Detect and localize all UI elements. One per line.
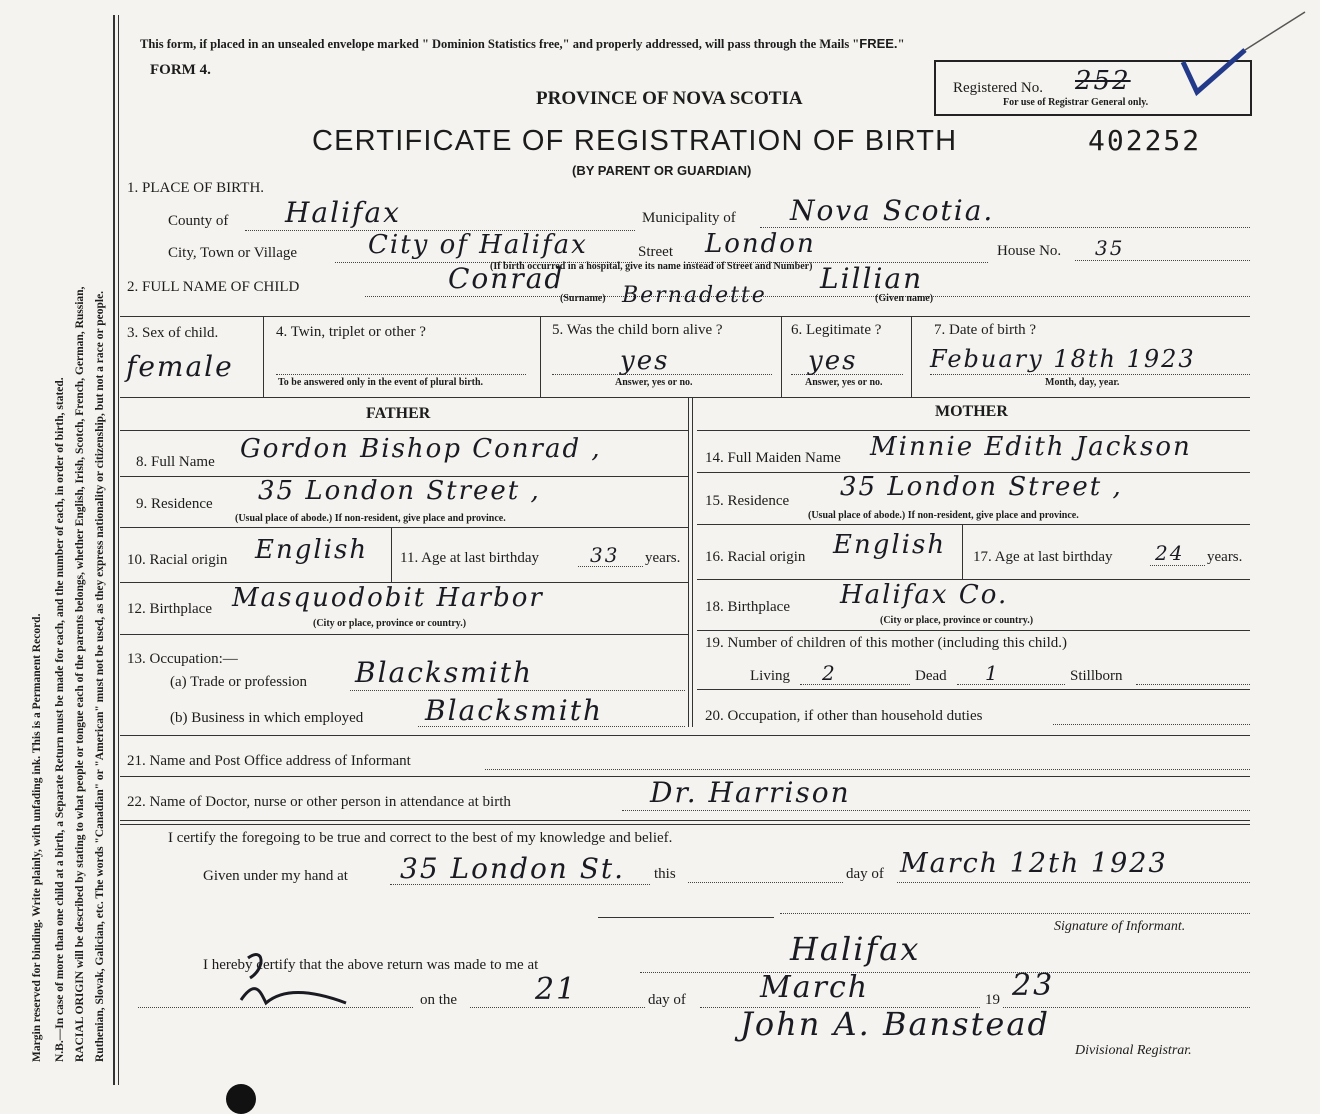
legitimate-caption: Answer, yes or no. xyxy=(805,377,883,388)
certify-statement: I certify the foregoing to be true and correct to the best of my knowledge and belief. xyxy=(168,830,673,846)
child-name-label: 2. FULL NAME OF CHILD xyxy=(127,279,300,295)
registered-number: 252 xyxy=(1075,66,1131,96)
father-years-label: years. xyxy=(645,550,681,566)
father-occupation-label: 13. Occupation:— xyxy=(127,651,238,667)
father-racial-value: English xyxy=(255,535,369,565)
certificate-subtitle: (BY PARENT OR GUARDIAN) xyxy=(572,163,752,178)
given-date-value: March 12th 1923 xyxy=(900,848,1168,879)
row3-divider-1 xyxy=(263,316,264,397)
informant-label: 21. Name and Post Office address of Informant xyxy=(127,753,411,769)
doctor-label: 22. Name of Doctor, nurse or other person in attendance at birth xyxy=(127,794,511,810)
municipality-label: Municipality of xyxy=(642,210,736,226)
father-business-value: Blacksmith xyxy=(425,694,604,727)
city-label: City, Town or Village xyxy=(168,245,298,261)
doctor-rule-2 xyxy=(120,824,1250,825)
father-heading: FATHER xyxy=(366,405,431,422)
margin-note-racial-origin-1: RACIAL ORIGIN will be described by stating to what people or tongue each of the parents belongs, whether English, Irish, Scotch, French, German, Russian, xyxy=(74,286,86,1062)
hospital-note: (If birth occurred in a hospital, give its name instead of Street and Number) xyxy=(490,261,813,272)
this-label: this xyxy=(654,866,676,882)
dob-value: Febuary 18th 1923 xyxy=(930,345,1196,373)
parents-divider xyxy=(688,397,689,727)
mother-racial-value: English xyxy=(833,530,947,560)
registrar-hereby-label: I hereby certify that the above return was made to me at xyxy=(203,957,539,973)
mother-living-line xyxy=(800,684,910,685)
parents-divider-2 xyxy=(692,397,693,727)
given-name-caption: (Given name) xyxy=(875,293,934,304)
this-line xyxy=(688,882,843,883)
father-residence-value: 35 London Street , xyxy=(258,476,541,506)
father-racial-label: 10. Racial origin xyxy=(127,552,228,568)
twin-label: 4. Twin, triplet or other ? xyxy=(276,324,426,340)
street-value: London xyxy=(705,229,816,259)
registrar-year-prefix: 19 xyxy=(985,992,1000,1008)
registrar-place-value: Halifax xyxy=(790,930,921,968)
row3-bottom-rule xyxy=(120,397,1250,398)
house-no-line xyxy=(1075,260,1250,261)
place-of-birth-heading: 1. PLACE OF BIRTH. xyxy=(127,180,265,196)
registrar-day-line xyxy=(470,1007,645,1008)
signature-line xyxy=(780,913,1250,914)
mother-living-value: 2 xyxy=(822,661,837,685)
registrar-left-line xyxy=(138,1007,413,1008)
parents-bottom-rule xyxy=(120,735,1250,736)
registrar-note: For use of Registrar General only. xyxy=(1003,97,1149,108)
mother-occupation-line xyxy=(1053,724,1250,725)
father-trade-value: Blacksmith xyxy=(355,656,534,689)
municipality-line xyxy=(760,227,1250,228)
mother-birthplace-label: 18. Birthplace xyxy=(705,599,790,615)
twin-note: To be answered only in the event of plural birth. xyxy=(278,377,484,388)
certificate-number: 402252 xyxy=(1088,124,1202,157)
mother-stillborn-line xyxy=(1136,684,1250,685)
registrar-day-value: 21 xyxy=(535,972,578,1007)
registrar-signature: John A. Banstead xyxy=(740,1005,1050,1043)
given-place-value: 35 London St. xyxy=(400,852,626,885)
mother-racial-label: 16. Racial origin xyxy=(705,549,806,565)
day-of-label: day of xyxy=(846,866,884,882)
mother-row-rule-5 xyxy=(697,689,1250,690)
father-heading-rule xyxy=(120,430,688,431)
dob-caption: Month, day, year. xyxy=(1045,377,1120,388)
mother-living-label: Living xyxy=(750,668,790,684)
province-heading: PROVINCE OF NOVA SCOTIA xyxy=(536,88,803,109)
registrar-year-value: 23 xyxy=(1012,968,1055,1003)
sex-value: female xyxy=(126,350,234,383)
registrar-scribble-icon xyxy=(236,948,356,1028)
mother-birthplace-value: Halifax Co. xyxy=(840,580,1009,610)
mother-age-value: 24 xyxy=(1155,541,1185,565)
ink-blot xyxy=(226,1084,256,1114)
father-birthplace-label: 12. Birthplace xyxy=(127,601,212,617)
child-given-name: Lillian xyxy=(820,262,924,295)
registrar-month-value: March xyxy=(760,970,870,1005)
binding-margin-line-2 xyxy=(118,15,119,1085)
mother-racial-divider xyxy=(962,524,963,579)
father-row-rule-2 xyxy=(120,527,688,528)
mother-dead-label: Dead xyxy=(915,668,947,684)
mother-occupation-label: 20. Occupation, if other than household duties xyxy=(705,708,983,724)
given-label: Given under my hand at xyxy=(203,868,348,884)
legitimate-value: yes xyxy=(808,346,858,376)
father-trade-line xyxy=(350,690,685,691)
mail-notice: This form, if placed in an unsealed envelope marked " Dominion Statistics free," and properly addressed, will pass through the Mails "FREE." xyxy=(140,36,905,51)
father-birthplace-caption: (City or place, province or country.) xyxy=(313,618,467,629)
father-age-value: 33 xyxy=(590,543,620,567)
given-date-line xyxy=(897,882,1250,883)
father-age-label: 11. Age at last birthday xyxy=(400,550,539,566)
father-trade-label: (a) Trade or profession xyxy=(170,674,308,690)
mother-years-label: years. xyxy=(1207,549,1243,565)
father-birthplace-value: Masquodobit Harbor xyxy=(232,583,544,613)
margin-note-racial-origin-2: Ruthenian, Slovak, Galician, etc. The words "Canadian" or "American" must not be used, as they express nationality or citizenship, but not a race or people. xyxy=(94,290,106,1062)
house-no-value: 35 xyxy=(1095,236,1125,260)
mother-dead-value: 1 xyxy=(985,661,1000,685)
check-mark-icon xyxy=(1175,10,1315,105)
mother-dead-line xyxy=(957,684,1065,685)
child-name-line xyxy=(365,296,1250,297)
mother-row-rule-2 xyxy=(697,524,1250,525)
mother-age-label: 17. Age at last birthday xyxy=(973,549,1113,565)
mother-residence-caption: (Usual place of abode.) If non-resident, give place and province. xyxy=(808,510,1079,521)
mother-stillborn-label: Stillborn xyxy=(1070,668,1123,684)
alive-label: 5. Was the child born alive ? xyxy=(552,322,723,338)
mother-name-label: 14. Full Maiden Name xyxy=(705,450,841,466)
doctor-rule xyxy=(120,820,1250,821)
mother-age-line xyxy=(1150,565,1205,566)
street-label: Street xyxy=(638,244,673,260)
informant-signature-caption: Signature of Informant. xyxy=(1054,919,1186,934)
father-residence-label: 9. Residence xyxy=(136,496,213,512)
municipality-value: Nova Scotia. xyxy=(790,194,995,227)
dob-line xyxy=(930,374,1250,375)
father-business-label: (b) Business in which employed xyxy=(170,710,364,726)
father-name-value: Gordon Bishop Conrad , xyxy=(240,434,602,464)
row3-top-rule xyxy=(120,316,1250,317)
mother-children-label: 19. Number of children of this mother (including this child.) xyxy=(705,635,1068,651)
house-no-label: House No. xyxy=(997,243,1062,259)
doctor-line xyxy=(622,810,1250,811)
mother-residence-value: 35 London Street , xyxy=(840,472,1123,502)
binding-margin-line xyxy=(113,15,115,1085)
mother-residence-label: 15. Residence xyxy=(705,493,790,509)
father-row-rule-4 xyxy=(120,634,688,635)
signature-short-rule xyxy=(598,917,774,918)
registrar-caption: Divisional Registrar. xyxy=(1075,1043,1192,1058)
sex-label: 3. Sex of child. xyxy=(127,325,219,341)
certificate-title: CERTIFICATE OF REGISTRATION OF BIRTH xyxy=(312,125,958,157)
row3-divider-4 xyxy=(911,316,912,397)
registered-label: Registered No. xyxy=(953,80,1043,96)
father-name-label: 8. Full Name xyxy=(136,454,215,470)
county-value: Halifax xyxy=(285,196,401,229)
city-value: City of Halifax xyxy=(368,230,588,260)
dob-label: 7. Date of birth ? xyxy=(934,322,1037,338)
alive-caption: Answer, yes or no. xyxy=(615,377,693,388)
registrar-on-the-label: on the xyxy=(420,992,458,1008)
legitimate-label: 6. Legitimate ? xyxy=(791,322,882,338)
form-number: FORM 4. xyxy=(150,62,211,78)
father-residence-caption: (Usual place of abode.) If non-resident, give place and province. xyxy=(235,513,506,524)
row3-divider-2 xyxy=(540,316,541,397)
child-surname: Conrad xyxy=(448,262,565,295)
county-label: County of xyxy=(168,213,229,229)
registrar-place-line xyxy=(640,972,1250,973)
row3-divider-3 xyxy=(781,316,782,397)
doctor-value: Dr. Harrison xyxy=(650,776,851,809)
alive-value: yes xyxy=(620,346,670,376)
margin-note-binding: Margin reserved for binding. Write plainly, with unfading ink. This is a Permanent Record. xyxy=(31,613,43,1062)
surname-caption: (Surname) xyxy=(560,293,606,304)
mother-heading-rule xyxy=(697,430,1250,431)
mother-name-value: Minnie Edith Jackson xyxy=(870,432,1192,462)
informant-line xyxy=(485,769,1250,770)
child-given-name-2: Bernadette xyxy=(622,283,767,308)
margin-note-multiple-births: N.B.—In case of more than one child at a birth, a Separate Return must be made for each, and the number of each, in order of birth, stated. xyxy=(54,377,66,1062)
father-racial-divider xyxy=(391,527,392,582)
registrar-day-of-label: day of xyxy=(648,992,686,1008)
twin-line xyxy=(276,374,526,375)
mother-heading: MOTHER xyxy=(935,403,1008,420)
mother-birthplace-caption: (City or place, province or country.) xyxy=(880,615,1034,626)
mother-row-rule-4 xyxy=(697,630,1250,631)
